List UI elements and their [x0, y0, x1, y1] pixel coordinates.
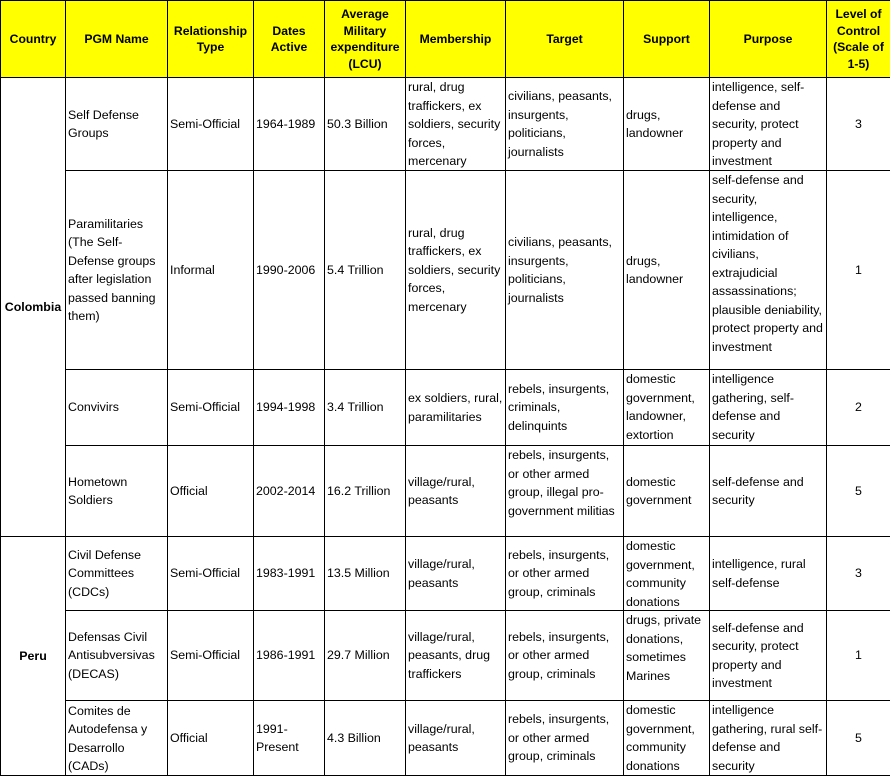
membership-cell: village/rural, peasants, drug traffickers [406, 611, 506, 701]
control-cell: 3 [827, 537, 890, 611]
purpose-cell [710, 701, 827, 776]
dates-cell: 1983-1991 [254, 537, 325, 611]
membership-cell: village/rural, peasants [406, 701, 506, 776]
table-row [1, 78, 890, 171]
expenditure-cell: 13.5 Million [325, 537, 406, 611]
header-pgm-name: PGM Name [66, 1, 168, 78]
header-country: Country [1, 1, 66, 78]
control-cell: 1 [827, 171, 890, 370]
membership-cell [406, 78, 506, 171]
control-cell: 1 [827, 611, 890, 701]
control-cell: 3 [827, 78, 890, 171]
purpose-text: intelligence gathering, self-defense and security [712, 372, 794, 442]
support-text: drugs, private donations, sometimes Marines [626, 613, 702, 683]
target-cell: rebels, insurgents, or other armed group, criminals [506, 537, 624, 611]
target-cell: rebels, insurgents, or other armed group, criminals [506, 611, 624, 701]
support-cell [624, 611, 710, 701]
table-row [1, 446, 890, 537]
dates-cell: 1990-2006 [254, 171, 325, 370]
target-cell: rebels, insurgents, criminals, delinquints [506, 370, 624, 446]
expenditure-cell: 4.3 Billion [325, 701, 406, 776]
support-text: domestic government, landowner, extortion [626, 372, 695, 442]
pgm-name-cell [66, 701, 168, 776]
header-support: Support [624, 1, 710, 78]
header-membership: Membership [406, 1, 506, 78]
table-row [1, 537, 890, 611]
support-cell: domestic government, community donations [624, 701, 710, 776]
purpose-cell: self-defense and security, protect property and investment [710, 611, 827, 701]
membership-cell: rural, drug traffickers, ex soldiers, security forces, mercenary [406, 171, 506, 370]
purpose-cell: self-defense and security [710, 446, 827, 537]
table-row [1, 611, 890, 701]
header-average-military-expenditure: Average Military expenditure (LCU) [325, 1, 406, 78]
support-cell [624, 537, 710, 611]
dates-cell: 2002-2014 [254, 446, 325, 537]
table-row [1, 701, 890, 776]
support-text: domestic government, community donations [626, 539, 695, 609]
relationship-cell: Official [168, 446, 254, 537]
table-row [1, 370, 890, 446]
relationship-cell: Semi-Official [168, 370, 254, 446]
pgm-name-cell: Self Defense Groups [66, 78, 168, 171]
purpose-text: intelligence, self-defense and security, protect property and investment [712, 80, 805, 168]
target-text: rebels, insurgents, or other armed group, illegal pro-government militias [508, 448, 615, 518]
membership-cell: village/rural, peasants [406, 537, 506, 611]
support-cell: drugs, landowner [624, 171, 710, 370]
dates-cell: 1991-Present [254, 701, 325, 776]
purpose-text: self-defense and security, intelligence, intimidation of civilians, extrajudicial assassinations; plausible deniability, protect property and investment [712, 173, 823, 354]
expenditure-cell: 16.2 Trillion [325, 446, 406, 537]
target-cell: civilians, peasants, insurgents, politicians, journalists [506, 171, 624, 370]
header-target: Target [506, 1, 624, 78]
membership-cell: ex soldiers, rural, paramilitaries [406, 370, 506, 446]
pgm-name-cell: Defensas Civil Antisubversivas (DECAS) [66, 611, 168, 701]
purpose-text: intelligence gathering, rural self-defense and security [712, 703, 823, 773]
header-purpose: Purpose [710, 1, 827, 78]
header-relationship-type: Relationship Type [168, 1, 254, 78]
country-cell-colombia: Colombia [1, 78, 66, 537]
expenditure-cell: 29.7 Million [325, 611, 406, 701]
pgm-name-text: Comites de Autodefensa y Desarrollo (CADs) [68, 703, 148, 773]
pgm-name-cell: Convivirs [66, 370, 168, 446]
expenditure-cell: 3.4 Trillion [325, 370, 406, 446]
header-dates-active: Dates Active [254, 1, 325, 78]
purpose-cell [710, 78, 827, 171]
purpose-cell [710, 370, 827, 446]
target-cell: civilians, peasants, insurgents, politicians, journalists [506, 78, 624, 171]
relationship-cell: Semi-Official [168, 537, 254, 611]
support-cell: drugs, landowner [624, 78, 710, 171]
pgm-name-cell: Hometown Soldiers [66, 446, 168, 537]
dates-cell: 1964-1989 [254, 78, 325, 171]
membership-cell: village/rural, peasants [406, 446, 506, 537]
dates-cell: 1986-1991 [254, 611, 325, 701]
relationship-cell: Official [168, 701, 254, 776]
support-cell: domestic government [624, 446, 710, 537]
target-cell: rebels, insurgents, or other armed group, criminals [506, 701, 624, 776]
relationship-cell: Semi-Official [168, 611, 254, 701]
control-cell: 2 [827, 370, 890, 446]
purpose-cell [710, 171, 827, 370]
dates-cell: 1994-1998 [254, 370, 325, 446]
table-row [1, 171, 890, 370]
table-header [1, 1, 890, 78]
membership-text: rural, drug traffickers, ex soldiers, security forces, mercenary [408, 80, 501, 168]
relationship-cell: Informal [168, 171, 254, 370]
expenditure-cell: 5.4 Trillion [325, 171, 406, 370]
header-level-of-control: Level of Control (Scale of 1-5) [827, 1, 890, 78]
control-cell: 5 [827, 446, 890, 537]
pgm-name-cell: Paramilitaries (The Self-Defense groups after legislation passed banning them) [66, 171, 168, 370]
support-cell [624, 370, 710, 446]
pgm-name-cell: Civil Defense Committees (CDCs) [66, 537, 168, 611]
country-cell-peru: Peru [1, 537, 66, 776]
relationship-cell: Semi-Official [168, 78, 254, 171]
control-cell: 5 [827, 701, 890, 776]
purpose-cell: intelligence, rural self-defense [710, 537, 827, 611]
expenditure-cell: 50.3 Billion [325, 78, 406, 171]
table-body [1, 78, 890, 776]
target-cell [506, 446, 624, 537]
